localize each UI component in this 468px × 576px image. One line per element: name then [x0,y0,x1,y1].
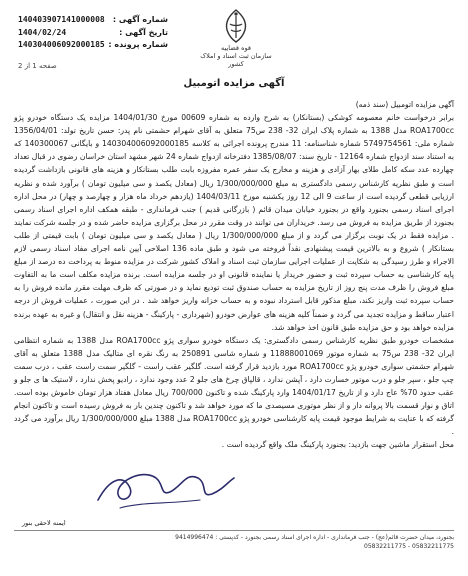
footer-phone: 05832211775 - 05832211775 [364,543,454,550]
document-title: آگهی مزایده اتومبیل [183,78,285,89]
document-body [14,98,454,452]
page-indicator: صفحه 1 از 2 [18,62,57,70]
ad-metadata [18,14,168,52]
ad-number-row [18,14,168,27]
file-number-label: شماره پرونده : [108,40,168,49]
body-paragraph-heading: آگهی مزایده اتومبیل (سند ذمه) [355,100,454,109]
ad-number-value: 140403907141000008 [18,15,105,24]
ad-date-value: 1404/02/24 [18,27,67,37]
body-paragraph-specs: مشخصات خودرو طبق نظریه کارشناس رسمی دادگستری: یک دستگاه خودرو سواری پژو ROA1700cc مدل 1388 به شماره انتظامی ایران 32- 238 س75 به شماره موتور 11888001069 و شماره شاسی 250891 به رنگ نقره ای متالیک مدل 1388 متعلق به آقای شهرام حشمتی سواری خودرو پژو ROA1700cc مورد بازدید قرار گرفته است. گلگیر عقب راست - گلگیر سمت راست عقب ، درب سمت چپ جلو ، سپر جلو و درب موتور خسارت دارد ، آپشن ندارد ، قالپاق چرخ های جلو 2 عدد وجود ندارد ، رادیو پخش ندارد ، لاستیک ها ی جلو و عقب حدود 70% عاج دارد و از تاریخ 1404/01/17 وارد پارکینگ شده و تاکنون 700/000 ریال معادل هفتاد هزار تومان خاموش بوده است. اتاق و نوار قسمت بالا پروانه دار و از نظر موتوری مسیصدی ما که مورد خواهد شد و تاکنون چندین بار به فروش رسیده است و تاکنون انجام گرفته که با عنایت به شرایط موجود قیمت پایه کارشناسی خودرو پژو ROA1700cc مدل 1388 مبلغ 1/300/000/000 ریال برآورد می گردد . [14,335,455,437]
file-number-value: 140304006092000185 [18,40,105,49]
ad-number-label: شماره آگهی : [112,15,168,24]
emblem-icon [219,8,253,44]
logo-text-organization: سازمان ثبت اسناد و املاک کشور [200,52,272,68]
body-paragraph-main: برابر درخواست خانم معصومه کوشکی (بستانکار) به شرح وارده به شماره 00609 مورخ 1404/01/30 مزایده یک دستگاه خودرو پژو ROA1700cc مدل 1388 به شماره پلاک ایران 32- 238 س75 متعلق به آقای شهرام حشمتی نام پدر: حسن تاریخ تولد: 1356/04/01 شماره ملی: 5749754561 شماره شناسنامه: 11 مندرج پرونده اجرائی به کلاسه 140304006092000185 و بایگانی 140300067 که به استناد سند ازدواج شماره 12164 - تاریخ سند: 1385/08/07 دفترخانه ازدواج شماره 24 شهر مشهد استان خراسان رضوی در قبال تعداد چهارده عدد سکه کامل طلای بهار آزادی و هزینه و مخارج یک سفر عمره مفروزه بابت طلب بستانکار و هزینه های قانونی بازداشت گردیده است و طبق نظریه کارشناس رسمی دادگستری به مبلغ 1/300/000/000 ریال (معادل یکصد و سی میلیون تومان ) برآورد شده و نظریه ارزیابی قطعی گردیده است از ساعت 9 الی 12 روز یکشنبه مورخ 1404/03/11 (یازدهم خرداد ماه هزار و چهارصد و چهار) در محل اداره اجرای اسناد رسمی بجنورد واقع در بجنورد خیابان میدان قائم ( بازرگانی قدیم ) جنب فرمانداری - طبقه همکف اداره اجرای اسناد رسمی بجنورد از طریق مزایده به فروش می رسد. خریداران می توانند در وقت مقرر در محل برگزاری مزایده حاضر شده و در جلسه شرکت نمایند . مزایده فقط در یک نوبت برگزار می گردد و از مبلغ 1/300/000/000 ریال ( معادل یکصد و سی میلیون تومان ) بابت قیمتی از طلب بستانکار ) شروع و به بالاترین قیمت پیشنهادی نقداً فروخته می شود و طبق ماده 136 اصلاحی آیین نامه اجرای مفاد اسناد رسمی لازم الاجراء و طرز رسیدگی به شکایت از عملیات اجرایی سازمان ثبت اسناد و املاک کشور شرکت در مزایده منوط به پرداخت ده درصد از مبلغ پایه کارشناسی به حساب سپرده ثبت و حضور خریدار یا نماینده قانونی او در جلسه مزایده است. برنده مزایده مکلف است ما به التفاوت مبلغ فروش را ظرف مدت پنج روز از تاریخ مزایده به حساب صندوق ثبت تودیع نماید و در صورتی که ظرف مهلت مقرر مانده فروش را به حساب سپرده ثبت واریز نکند، مبلغ مذکور قابل استرداد نبوده و به حساب خزانه واریز خواهد شد . در این صورت ، عملیات فروش از درجه اعتبار ساقط و مزایده تجدید می گردد و ضمناً کلیه هزینه های عوارض خودرو (شهرداری - پارکینگ - هزینه نقل و انتقال) و غیره به عهده برنده مزایده خواهد بود و حق مزایده طبق قانون اخذ خواهد شد. [14,113,455,332]
footer-address: بجنورد، میدان حضرت قائم(عج) - جنب فرمانداری - اداره اجرای اسناد رسمی بجنورد - کدپستی : 9414996474 [175,534,454,541]
document-footer [18,533,454,551]
logo-text-judiciary: قوه قضاییه [221,44,251,52]
file-number-row [18,39,168,52]
signatory-name: ایمنه لاحقی بنور [22,519,66,527]
body-paragraph-location: محل استقرار ماشین جهت بازدید: بجنورد پارکینگ ملک واقع گردیده است . [221,440,454,450]
ad-date-row [18,27,168,40]
ad-date-label: تاریخ آگهی : [119,27,168,37]
handwritten-signature [90,448,240,518]
registry-logo [196,8,276,70]
footer-divider [14,530,454,531]
